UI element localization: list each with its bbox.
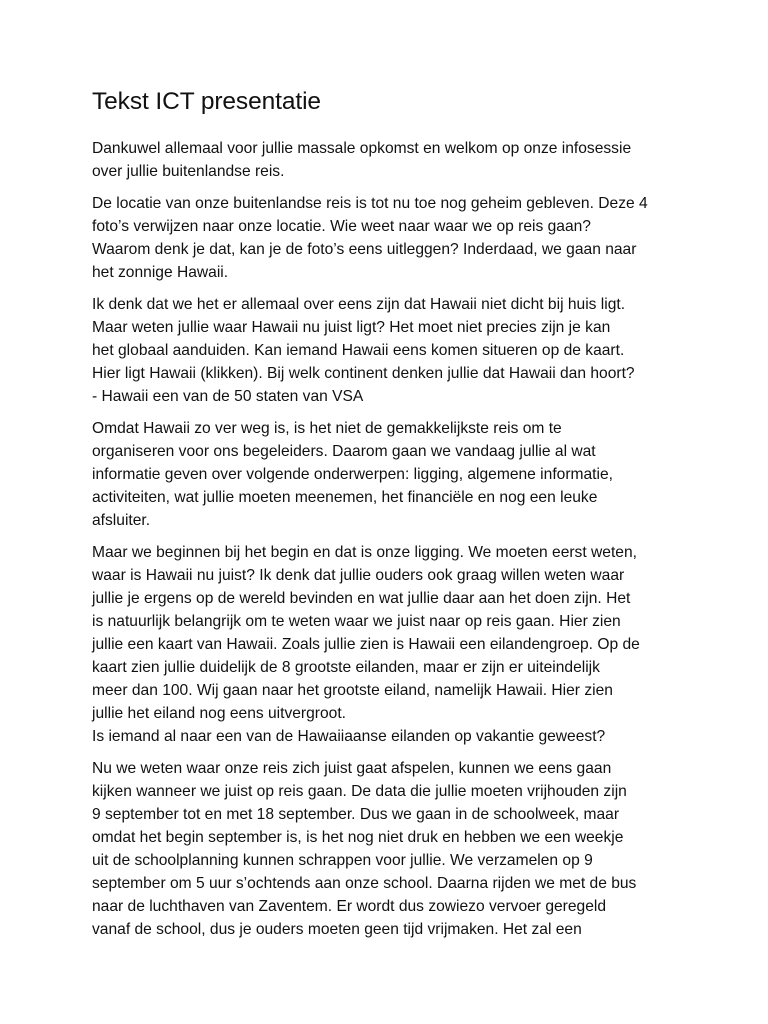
paragraph-4 — [92, 417, 686, 532]
text-line: Nu we weten waar onze reis zich juist gaat afspelen, kunnen we eens gaan — [92, 760, 612, 777]
text-line: Hier ligt Hawaii (klikken). Bij welk continent denken jullie dat Hawaii dan hoort? — [92, 365, 635, 382]
text-line: het zonnige Hawaii. — [92, 264, 229, 281]
text-line: kaart zien jullie duidelijk de 8 grootste eilanden, maar er zijn er uiteindelijk — [92, 659, 600, 676]
paragraph-5 — [92, 541, 686, 748]
text-line: Maar we beginnen bij het begin en dat is onze ligging. We moeten eerst weten, — [92, 544, 637, 561]
document-title: Tekst ICT presentatie — [92, 88, 321, 115]
text-line: informatie geven over volgende onderwerpen: ligging, algemene informatie, — [92, 466, 613, 483]
text-line: foto’s verwijzen naar onze locatie. Wie weet naar waar we op reis gaan? — [92, 218, 591, 235]
paragraph-3 — [92, 293, 686, 408]
text-line: Is iemand al naar een van de Hawaiiaanse eilanden op vakantie geweest? — [92, 728, 606, 745]
text-line: afsluiter. — [92, 512, 151, 529]
paragraph-1 — [92, 137, 686, 183]
text-line: omdat het begin september is, is het nog niet druk en hebben we een weekje — [92, 829, 624, 846]
document-body — [92, 137, 686, 941]
text-line: 9 september tot en met 18 september. Dus we gaan in de schoolweek, maar — [92, 806, 620, 823]
paragraph-2 — [92, 192, 686, 284]
text-line: waar is Hawaii nu juist? Ik denk dat jullie ouders ook graag willen weten waar — [92, 567, 625, 584]
text-line: het globaal aanduiden. Kan iemand Hawaii eens komen situeren op de kaart. — [92, 342, 625, 359]
text-line: activiteiten, wat jullie moeten meenemen, het financiële en nog een leuke — [92, 489, 598, 506]
text-line: - Hawaii een van de 50 staten van VSA — [92, 388, 364, 405]
text-line: Waarom denk je dat, kan je de foto’s eens uitleggen? Inderdaad, we gaan naar — [92, 241, 637, 258]
text-line: is natuurlijk belangrijk om te weten waar we juist naar op reis gaan. Hier zien — [92, 613, 621, 630]
text-line: jullie een kaart van Hawaii. Zoals jullie zien is Hawaii een eilandengroep. Op de — [92, 636, 640, 653]
text-line: vanaf de school, dus je ouders moeten geen tijd vrijmaken. Het zal een — [92, 921, 582, 938]
paragraph-6 — [92, 757, 686, 941]
text-line: uit de schoolplanning kunnen schrappen voor jullie. We verzamelen op 9 — [92, 852, 593, 869]
text-line: organiseren voor ons begeleiders. Daarom gaan we vandaag jullie al wat — [92, 443, 596, 460]
text-line: kijken wanneer we juist op reis gaan. De data die jullie moeten vrijhouden zijn — [92, 783, 627, 800]
text-line: Ik denk dat we het er allemaal over eens zijn dat Hawaii niet dicht bij huis ligt. — [92, 296, 626, 313]
text-line: over jullie buitenlandse reis. — [92, 163, 285, 180]
text-line: De locatie van onze buitenlandse reis is tot nu toe nog geheim gebleven. Deze 4 — [92, 195, 648, 212]
text-line: Omdat Hawaii zo ver weg is, is het niet de gemakkelijkste reis om te — [92, 420, 562, 437]
text-line: september om 5 uur s’ochtends aan onze school. Daarna rijden we met de bus — [92, 875, 637, 892]
text-line: jullie het eiland nog eens uitvergroot. — [92, 705, 346, 722]
text-line: naar de luchthaven van Zaventem. Er wordt dus zowiezo vervoer geregeld — [92, 898, 607, 915]
text-line: jullie je ergens op de wereld bevinden en wat jullie daar aan het doen zijn. Het — [92, 590, 631, 607]
text-line: Maar weten jullie waar Hawaii nu juist ligt? Het moet niet precies zijn je kan — [92, 319, 611, 336]
text-line: meer dan 100. Wij gaan naar het grootste eiland, namelijk Hawaii. Hier zien — [92, 682, 613, 699]
text-line: Dankuwel allemaal voor jullie massale opkomst en welkom op onze infosessie — [92, 140, 632, 157]
